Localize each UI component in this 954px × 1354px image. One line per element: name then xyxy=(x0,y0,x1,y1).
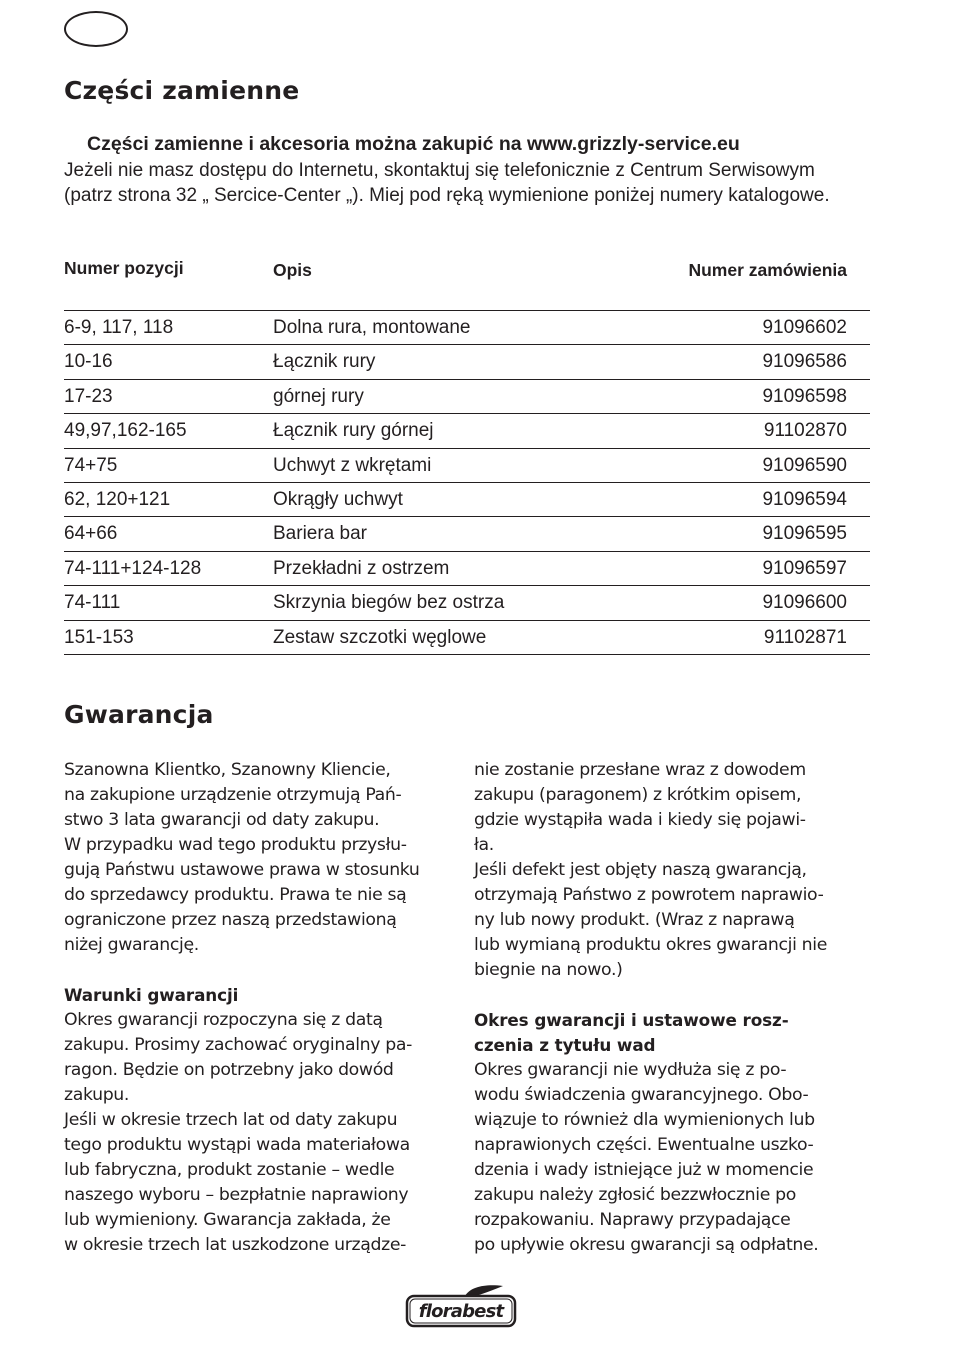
parts-title: Części zamienne xyxy=(64,76,300,105)
table-row xyxy=(64,414,870,448)
table-row xyxy=(64,483,870,517)
cell-position: 64+66 xyxy=(64,523,118,545)
parts-intro-text: Jeżeli nie masz dostępu do Internetu, skontaktuj się telefonicznie z Centrum Serwisowym (patrz strona 32 „ Sercice-Center „). Miej pod ręką wymienione poniżej numery katalogowe. xyxy=(64,160,830,206)
cell-order-number: 91096590 xyxy=(762,454,847,476)
table-row xyxy=(64,449,870,483)
cell-position: 74+75 xyxy=(64,454,118,476)
warranty-defect-paragraph: Jeśli w okresie trzech lat od daty zakupu tego produktu wystąpi wada materiałowa lub fabryczna, produkt zostanie – wedle naszego wyboru – bezpłatnie naprawiony lub wymieniony. Gwarancja zakłada, że w okresie trzech lat uszkodzone urządze- xyxy=(64,1110,410,1255)
cell-description: Skrzynia biegów bez ostrza xyxy=(273,592,505,614)
warranty-replacement-paragraph: Jeśli defekt jest objęty naszą gwarancją, otrzymają Państwo z powrotem naprawio- ny lub nowy produkt. (Wraz z naprawą lub wymianą produktu okres gwarancji nie biegnie na nowo.) xyxy=(474,860,828,980)
cell-order-number: 91096586 xyxy=(762,351,847,373)
parts-intro-bold: Części zamienne i akcesoria można zakupić na www.grizzly-service.eu xyxy=(87,133,740,155)
table-row xyxy=(64,380,870,414)
cell-position: 62, 120+121 xyxy=(64,488,171,510)
column-header-description: Opis xyxy=(273,260,312,280)
table-row xyxy=(64,345,870,379)
cell-description: Dolna rura, montowane xyxy=(273,317,471,338)
language-badge xyxy=(64,11,128,47)
cell-position: 10-16 xyxy=(64,351,113,373)
cell-order-number: 91102870 xyxy=(763,420,847,442)
cell-description: Przekładni z ostrzem xyxy=(273,557,450,579)
logo-wordmark: florabest xyxy=(418,1301,504,1322)
warranty-conditions-paragraph: Okres gwarancji rozpoczyna się z datą zakupu. Prosimy zachować oryginalny pa- ragon. Będzie on potrzebny jako dowód zakupu. xyxy=(64,1010,413,1105)
cell-order-number: 91102871 xyxy=(763,626,847,648)
table-row xyxy=(64,586,870,620)
cell-description: Okrągły uchwyt xyxy=(273,488,403,510)
warranty-continued-paragraph: nie zostanie przesłane wraz z dowodem zakupu (paragonem) z krótkim opisem, gdzie wystąpiła wada i kiedy się pojawi- ła. xyxy=(474,760,806,855)
warranty-title: Gwarancja xyxy=(64,700,214,729)
cell-position: 151-153 xyxy=(64,626,134,648)
cell-order-number: 91096595 xyxy=(762,523,847,545)
cell-description: górnej rury xyxy=(273,385,364,407)
cell-order-number: 91096594 xyxy=(762,488,847,510)
table-row xyxy=(64,517,870,551)
parts-table-header xyxy=(64,258,870,311)
cell-position: 6-9, 117, 118 xyxy=(64,317,174,338)
warranty-conditions-heading: Warunki gwarancji xyxy=(64,985,239,1005)
cell-description: Bariera bar xyxy=(273,523,367,545)
cell-description: Łącznik rury górnej xyxy=(273,420,434,442)
cell-order-number: 91096600 xyxy=(762,592,847,614)
table-row xyxy=(64,552,870,586)
table-row xyxy=(64,311,870,345)
parts-table xyxy=(64,311,870,655)
warranty-left-column xyxy=(64,758,449,1258)
warranty-right-column xyxy=(474,758,859,1258)
cell-order-number: 91096602 xyxy=(762,317,847,338)
column-header-order-number: Numer zamówienia xyxy=(688,260,847,280)
cell-position: 74-111+124-128 xyxy=(64,557,202,579)
cell-position: 74-111 xyxy=(64,592,121,614)
cell-position: 17-23 xyxy=(64,385,113,407)
warranty-period-paragraph: Okres gwarancji nie wydłuża się z po- wodu świadczenia gwarancyjnego. Obo- wiązuje to również dla wymienionych lub naprawionych części. Ewentualne uszko- dzenia i wady istniejące już w momencie zakupu należy zgłosić bezzwłocznie po rozpakowaniu. Naprawy przypadające po upływie okresu gwarancji są odpłatne. xyxy=(474,1060,819,1255)
cell-description: Łącznik rury xyxy=(273,351,376,373)
warranty-period-heading: Okres gwarancji i ustawowe rosz- czenia z tytułu wad xyxy=(474,1010,789,1055)
cell-description: Zestaw szczotki węglowe xyxy=(273,626,487,648)
cell-description: Uchwyt z wkrętami xyxy=(273,454,432,476)
cell-order-number: 91096598 xyxy=(762,385,847,407)
cell-order-number: 91096597 xyxy=(762,557,847,579)
warranty-intro-paragraph: Szanowna Klientko, Szanowny Kliencie, na zakupione urządzenie otrzymują Pań- stwo 3 lata gwarancji od daty zakupu. W przypadku wad tego produktu przysłu- gują Państwu ustawowe prawa w stosunku do sprzedawcy produktu. Prawa te nie są ograniczone przez naszą przedstawioną niżej gwarancję. xyxy=(64,760,420,955)
table-row xyxy=(64,621,870,655)
cell-position: 49,97,162-165 xyxy=(64,420,187,442)
column-header-position: Numer pozycji xyxy=(64,258,184,278)
florabest-logo xyxy=(405,1284,517,1328)
